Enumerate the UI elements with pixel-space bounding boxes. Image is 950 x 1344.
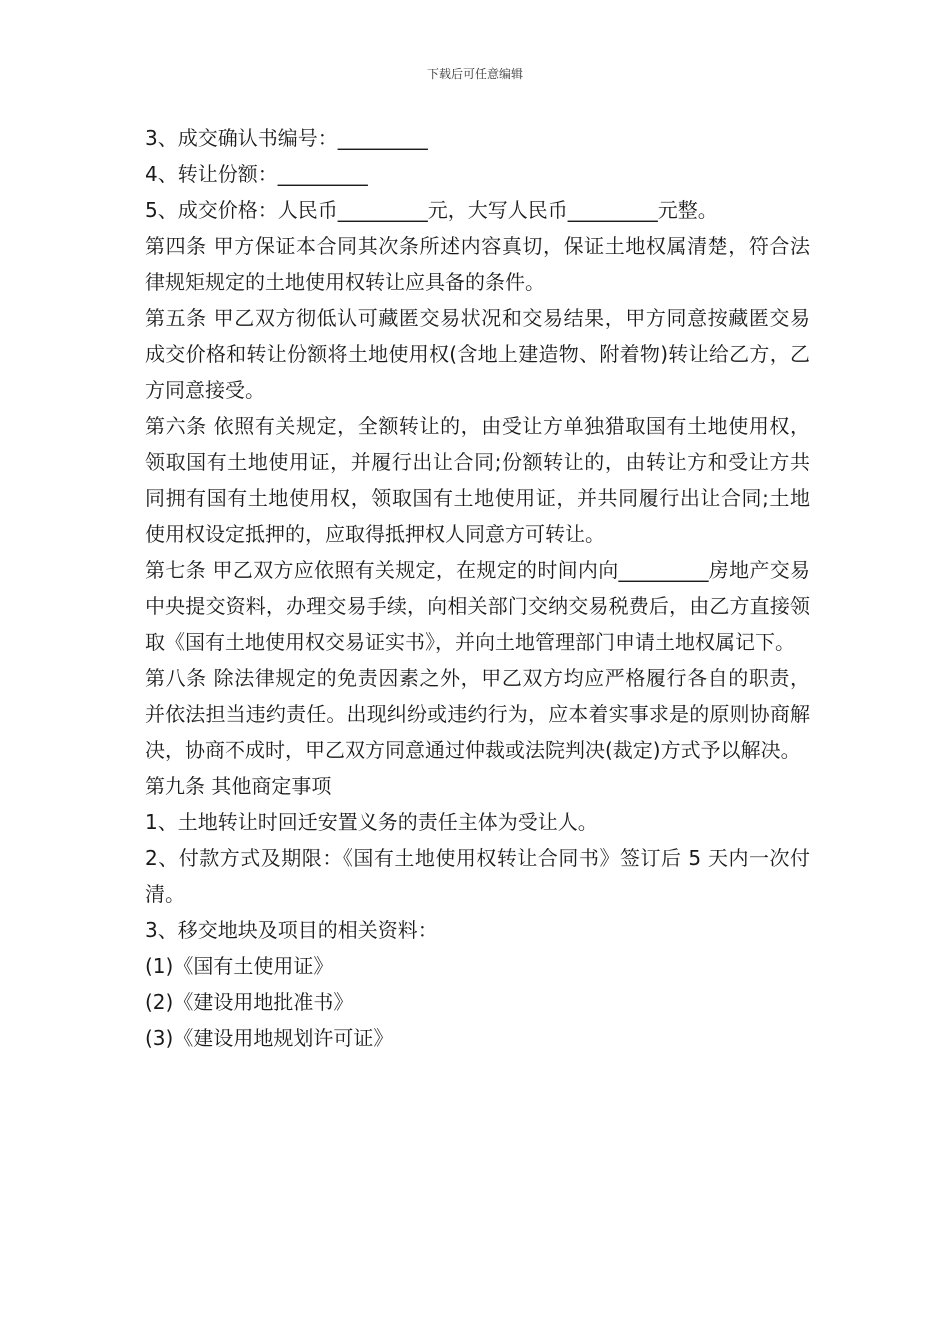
paragraph-document-3: (3)《建设用地规划许可证》	[145, 1026, 394, 1050]
document-body	[145, 120, 810, 1056]
paragraph-article-8: 第八条 除法律规定的免责因素之外，甲乙双方均应严格履行各自的职责，并依法担当违约责任。出现纠纷或违约行为，应本着实事求是的原则协商解决，协商不成时，甲乙双方同意通过仲裁或法院判决(裁定)方式予以解决。	[145, 666, 810, 762]
paragraph-item-5-deal-price: 5、成交价格：人民币_________元，大写人民币_________元整。	[145, 198, 718, 222]
paragraph-article-6: 第六条 依照有关规定，全额转让的，由受让方单独猎取国有土地使用权，领取国有土地使用证，并履行出让合同;份额转让的，由转让方和受让方共同拥有国有土地使用权，领取国有土地使用证，并共同履行出让合同;土地使用权设定抵押的，应取得抵押权人同意方可转让。	[145, 414, 810, 546]
paragraph-article-9-item-2: 2、付款方式及期限：《国有土地使用权转让合同书》签订后 5 天内一次付清。	[145, 846, 810, 906]
paragraph-document-1: (1)《国有土使用证》	[145, 954, 334, 978]
paragraph-item-4-transfer-share: 4、转让份额：_________	[145, 162, 368, 186]
paragraph-article-9-item-1: 1、土地转让时回迁安置义务的责任主体为受让人。	[145, 810, 598, 834]
paragraph-document-2: (2)《建设用地批准书》	[145, 990, 354, 1014]
paragraph-article-9-item-3: 3、移交地块及项目的相关资料：	[145, 918, 438, 942]
paragraph-article-4: 第四条 甲方保证本合同其次条所述内容真切，保证土地权属清楚，符合法律规矩规定的土地使用权转让应具备的条件。	[145, 234, 810, 294]
paragraph-article-9-heading: 第九条 其他商定事项	[145, 774, 332, 798]
paragraph-article-7: 第七条 甲乙双方应依照有关规定，在规定的时间内向_________房地产交易中央提交资料，办理交易手续，向相关部门交纳交易税费后，由乙方直接领取《国有土地使用权交易证实书》，并向土地管理部门申请土地权属记下。	[145, 558, 810, 654]
page-header: 下载后可任意编辑	[426, 67, 523, 81]
paragraph-article-5: 第五条 甲乙双方彻低认可藏匿交易状况和交易结果，甲方同意按藏匿交易成交价格和转让份额将土地使用权(含地上建造物、附着物)转让给乙方，乙方同意接受。	[145, 306, 810, 402]
paragraph-item-3-deal-number: 3、成交确认书编号：_________	[145, 126, 428, 150]
